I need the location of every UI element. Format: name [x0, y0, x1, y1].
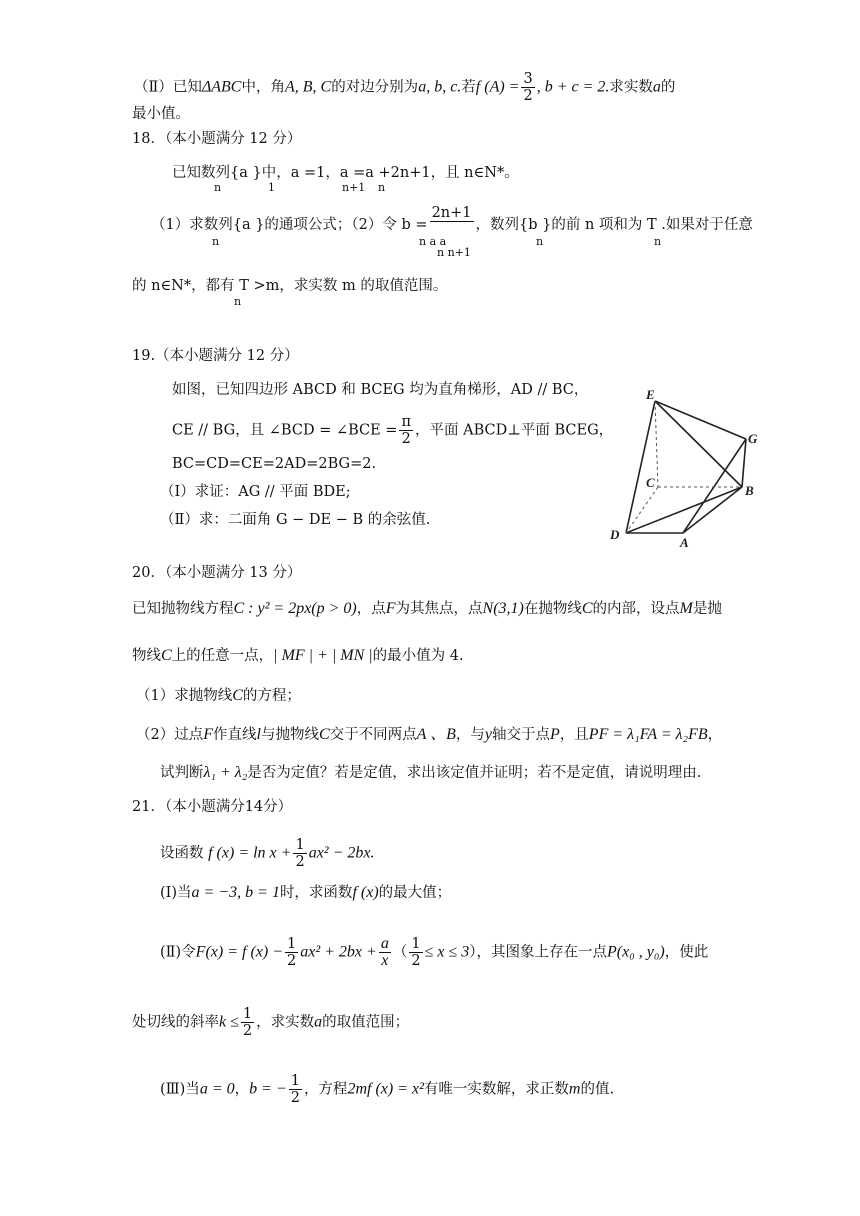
q19-line1: 如图，已知四边形 ABCD 和 BCEG 均为直角梯形，AD // BC，	[172, 382, 589, 398]
q21-p2-eq3: ≤ x ≤ 3	[424, 943, 470, 961]
q20-part1	[136, 686, 301, 706]
q17-ask-end: 的	[660, 79, 676, 96]
q21-p1-b: 时，求函数	[279, 885, 353, 901]
q21-line1	[160, 837, 374, 870]
edge-DB	[626, 487, 742, 533]
edge-GB	[742, 439, 746, 487]
q17-mid1: 中，角	[241, 79, 285, 96]
edge-EG	[655, 401, 746, 439]
q20-p2-g: ，且	[559, 727, 589, 743]
q20-l2-c: 的最小值为 4.	[372, 648, 464, 664]
q20-p2-F: F	[203, 726, 214, 743]
q20-part3	[160, 763, 701, 783]
q20-p3-b: 是否为定值？若是定值，求出该定值并证明；若不是定值，请说明理由.	[247, 765, 702, 781]
q21-p2l2-fd: 2	[242, 1023, 253, 1039]
q18-sub-1: 1	[268, 181, 275, 194]
edge-AB	[683, 487, 742, 533]
q18-line3-sub: n	[234, 295, 242, 308]
q21-p2l2-k: k ≤	[219, 1013, 239, 1031]
q21-p2-fn3: 1	[411, 936, 421, 952]
q18-sub-n: n	[214, 181, 222, 194]
q20-l1-a: 已知抛物线方程	[132, 601, 234, 617]
q21-p2-fd3: 2	[411, 953, 421, 969]
q21-p3-eq3: 2mf (x) = x²	[347, 1080, 424, 1098]
q20-l1-c: 为其焦点，点	[395, 601, 483, 617]
q21-p1-a: (Ⅰ)当	[160, 885, 192, 901]
q21-p2-P: P(x₀ , y₀)	[606, 943, 665, 961]
q20-p2-C: C	[318, 726, 330, 743]
label-A: A	[680, 535, 689, 550]
q20-l2-C: C	[161, 647, 172, 664]
q21-p2-fn: 1	[287, 936, 297, 952]
q21-header: 21．（本小题满分14分）	[132, 799, 293, 815]
q18-l2-b: ，数列{b }的前 n 项和为 T .如果对于任意	[475, 217, 753, 233]
q20-p2-P: P	[550, 726, 560, 743]
geometry-figure	[600, 383, 780, 553]
q19-line2	[172, 414, 613, 447]
q20-l1-eq: C : y² = 2px(p > 0)	[233, 600, 357, 617]
q21-p3-c: ，方程	[303, 1081, 348, 1098]
q21-p2l2-c: 的取值范围；	[322, 1014, 410, 1031]
q21-l1-fn: 1	[295, 837, 305, 853]
q17-frac-num: 3	[523, 71, 533, 87]
q21-p2-eq1: F(x) = f (x) −	[195, 943, 283, 961]
q19-l2-b: ，平面 ABCD⊥平面 BCEG，	[415, 422, 614, 439]
q21-p1-f: f (x)	[352, 884, 379, 901]
q20-l1-F: F	[385, 600, 396, 617]
q18-line2	[151, 204, 753, 235]
q20-p2-f: 轴交于点	[492, 727, 551, 743]
q21-p2l2-a: 处切线的斜率	[132, 1014, 219, 1031]
q20-header: 20．（本小题满分 13 分）	[132, 565, 302, 581]
q21-p3-b: ，	[234, 1081, 250, 1098]
q20-l1-e: 的内部，设点	[592, 601, 680, 617]
q20-p2-eq: PF = λ₁FA = λ₂FB	[588, 726, 708, 743]
q21-part1	[160, 883, 451, 903]
q21-p1-eq: a = −3, b = 1	[191, 884, 280, 901]
label-D: D	[610, 527, 620, 542]
q20-l1-N: N(3,1)	[482, 600, 524, 617]
q21-l1-eq1: f (x) = ln x +	[208, 844, 292, 862]
q20-p3-eq: λ₁ + λ₂	[203, 764, 248, 781]
q21-p2-d: ，使此	[664, 944, 709, 961]
q17-ask: 求实数	[609, 79, 653, 96]
q21-p3-a: (Ⅲ)当	[160, 1081, 200, 1098]
q17-if: 若	[461, 79, 476, 96]
q18-fraction	[430, 205, 474, 222]
q21-p2-fd: 2	[287, 953, 297, 969]
q17-angles: A, B, C	[284, 78, 332, 96]
q20-p2-AB: A 、B	[416, 726, 456, 743]
q20-p1-b: 的方程；	[242, 688, 301, 704]
q21-p2-fraction2	[379, 936, 391, 969]
q17-part2-line1	[134, 71, 675, 104]
q20-l2-a: 物线	[132, 648, 161, 664]
q17-fA: f (A) =	[475, 78, 520, 96]
q20-l1-d: 在抛物线	[523, 601, 582, 617]
q21-p2-fn2: a	[380, 935, 389, 952]
q20-p2-b: 作直线	[213, 727, 257, 743]
q19-header: 19.（本小题满分 12 分）	[132, 348, 299, 364]
q17-mid2: 的对边分别为	[331, 79, 419, 96]
label-B: B	[745, 483, 754, 498]
q18-line3: 的 n∈N*，都有 T >m，求实数 m 的取值范围。	[132, 278, 448, 294]
q21-p2-fd2: x	[381, 952, 389, 969]
q20-l1-C: C	[581, 600, 593, 617]
q21-p1-c: 的最大值；	[378, 885, 452, 901]
label-E: E	[646, 387, 655, 402]
q20-p2-y: y	[484, 726, 493, 743]
q21-p3-fn: 1	[290, 1073, 300, 1089]
q19-l2-a: CE // BG，且 ∠BCD = ∠BCE =	[172, 422, 398, 439]
q21-p2-eq2: ax² + 2bx +	[300, 943, 377, 961]
q20-line1	[132, 599, 722, 619]
q21-l1-eq2: ax² − 2bx.	[308, 844, 375, 862]
label-G: G	[748, 431, 758, 446]
q17-line2: 最小值。	[132, 106, 190, 122]
q20-p2-a: （2）过点	[136, 727, 204, 743]
q21-p3-eq2: b = −	[249, 1080, 287, 1098]
q19-frac-num: π	[401, 414, 411, 430]
q21-l1-fraction	[293, 837, 306, 870]
q21-part2-line2	[132, 1006, 409, 1039]
q18-frac-num: 2n+1	[431, 204, 472, 221]
q17-cond: , b + c = 2.	[536, 78, 610, 96]
q21-p2l2-a-var: a	[314, 1013, 323, 1031]
q17-prefix: （Ⅱ）已知	[134, 79, 202, 96]
q21-l1-a: 设函数	[160, 845, 204, 862]
q18-line2-subs2: n n+1	[437, 246, 471, 259]
q18-sub-n1: n+1	[342, 181, 366, 194]
q20-p2-c: 与抛物线	[260, 727, 319, 743]
q20-l1-M: M	[679, 600, 693, 617]
q21-p2-b: （	[392, 944, 408, 961]
q21-p3-d: 有唯一实数解，求正数	[423, 1081, 569, 1098]
q20-p2-d: 交于不同两点	[329, 727, 417, 743]
q21-l1-fd: 2	[295, 854, 305, 870]
q17-var: a	[652, 78, 661, 96]
q20-l2-eq1: | MF | + | MN |	[273, 647, 373, 664]
edge-EC	[655, 401, 658, 487]
q18-l2-a: （1）求数列{a }的通项公式；（2）令 b =	[151, 217, 428, 233]
q19-frac-den: 2	[401, 431, 411, 447]
label-C: C	[646, 475, 655, 490]
q21-p3-fd: 2	[290, 1090, 300, 1106]
q17-triangle: ΔABC	[201, 78, 242, 96]
q20-p1-C: C	[232, 687, 243, 704]
q21-p2-c: ），其图象上存在一点	[469, 944, 607, 961]
edge-GA	[683, 439, 746, 533]
q21-part2	[160, 936, 708, 969]
q18-l2-sub-d: n	[536, 235, 544, 248]
q17-sides: a, b, c.	[418, 78, 462, 96]
q18-l2-sub-b: n a a	[419, 235, 447, 248]
q19-line5: （Ⅱ）求：二面角 G − DE − B 的余弦值.	[160, 512, 431, 528]
q18-header: 18．（本小题满分 12 分）	[132, 131, 302, 147]
edge-EB	[655, 401, 742, 487]
q21-p3-m: m	[568, 1080, 581, 1098]
q20-l1-f: 是抛	[692, 601, 722, 617]
q19-line3: BC=CD=CE=2AD=2BG=2.	[172, 456, 377, 472]
q20-l1-b: ，点	[356, 601, 386, 617]
q21-p3-eq1: a = 0	[199, 1080, 235, 1098]
q20-part2	[136, 725, 722, 745]
q21-p2-fraction3	[409, 936, 422, 969]
q20-l2-b: 上的任意一点，	[171, 648, 274, 664]
q20-p2-l: l	[256, 726, 261, 743]
q20-p3-a: 试判断	[160, 765, 204, 781]
q20-p2-h: ，	[707, 727, 723, 743]
q18-l2-sub-a: n	[212, 235, 220, 248]
q17-fraction	[521, 71, 534, 104]
q19-fraction	[399, 414, 413, 447]
edge-ED	[626, 401, 655, 533]
q20-p1-a: （1）求抛物线	[136, 688, 233, 704]
q21-p3-fraction	[289, 1073, 302, 1106]
q19-line4: （Ⅰ）求证：AG // 平面 BDE;	[160, 484, 351, 500]
q20-p2-e: ，与	[455, 727, 485, 743]
q21-p2l2-fn: 1	[242, 1006, 253, 1022]
q17-frac-den: 2	[523, 88, 533, 104]
q21-p2l2-b: ，求实数	[256, 1014, 315, 1031]
q18-sub-n2: n	[378, 181, 386, 194]
q21-p3-e: 的值.	[580, 1081, 615, 1098]
q21-p2l2-fraction	[241, 1006, 254, 1039]
q21-part3	[160, 1073, 614, 1106]
q18-l2-sub-e: n	[654, 235, 662, 248]
q21-p2-fraction1	[285, 936, 298, 969]
q18-line1: 已知数列{a }中，a =1，a =a +2n+1，且 n∈N*。	[172, 165, 519, 181]
q20-line2	[132, 646, 464, 666]
q21-p2-a: (Ⅱ)令	[160, 944, 196, 961]
